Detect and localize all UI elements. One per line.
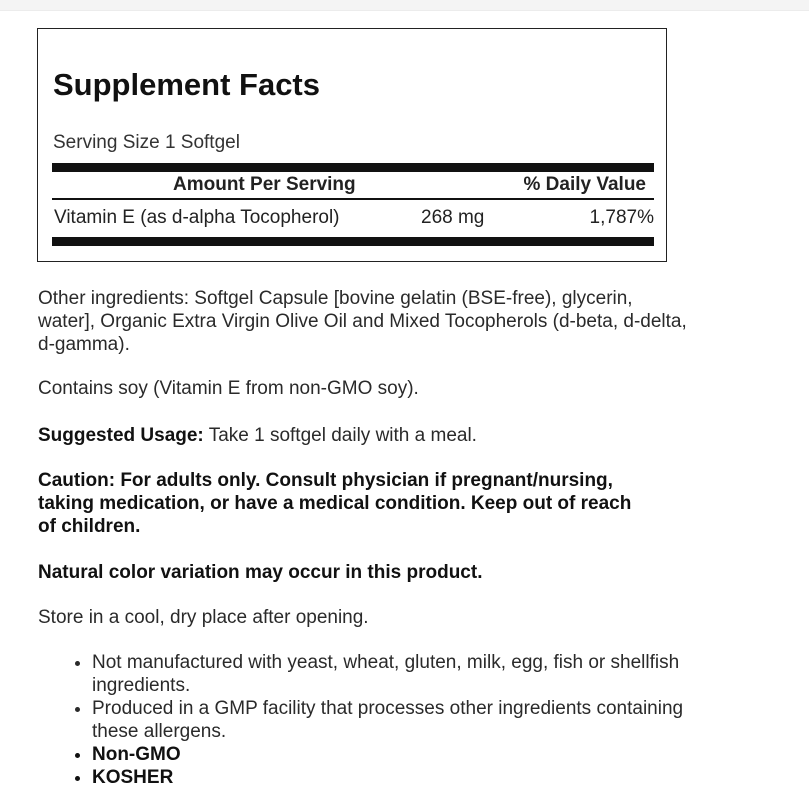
suggested-usage-label: Suggested Usage: <box>38 425 204 446</box>
nutrient-amount: 268 mg <box>421 207 485 228</box>
list-item: • Produced in a GMP facility that processes other ingredients containing these allergens. <box>92 697 732 743</box>
nutrient-name: Vitamin E (as d-alpha Tocopherol) <box>54 207 340 228</box>
page-top-strip <box>0 0 809 11</box>
supplement-facts-title: Supplement Facts <box>53 67 320 102</box>
suggested-usage-text: Take 1 softgel daily with a meal. <box>203 425 477 446</box>
thick-divider-bottom <box>52 237 654 246</box>
amount-per-serving-header: Amount Per Serving <box>173 174 356 195</box>
allergen-statement: Contains soy (Vitamin E from non-GMO soy). <box>38 378 419 399</box>
facts-header-row <box>52 172 654 199</box>
storage-instructions: Store in a cool, dry place after opening. <box>38 607 369 628</box>
nutrient-row <box>52 205 654 233</box>
thin-divider <box>52 198 654 200</box>
serving-size: Serving Size 1 Softgel <box>53 132 240 153</box>
caution-statement: Caution: For adults only. Consult physician if pregnant/nursing, taking medication, or have a medical condition. Keep out of reach of children. <box>38 470 632 537</box>
product-claims-list <box>60 651 732 789</box>
supplement-facts-panel <box>37 28 667 262</box>
daily-value-header: % Daily Value <box>523 174 646 195</box>
list-item: • Not manufactured with yeast, wheat, gluten, milk, egg, fish or shellfish ingredients. <box>92 651 732 697</box>
nutrient-daily-value: 1,787% <box>589 207 654 228</box>
list-item: • Non-GMO <box>92 743 732 766</box>
other-ingredients: Other ingredients: Softgel Capsule [bovine gelatin (BSE-free), glycerin, water], Organic Extra Virgin Olive Oil and Mixed Tocopherols (d-beta, d-delta, d-gamma). <box>38 288 687 355</box>
natural-color-note: Natural color variation may occur in this product. <box>38 562 483 583</box>
suggested-usage <box>38 424 688 447</box>
list-item: • KOSHER <box>92 766 732 789</box>
thick-divider-top <box>52 163 654 172</box>
